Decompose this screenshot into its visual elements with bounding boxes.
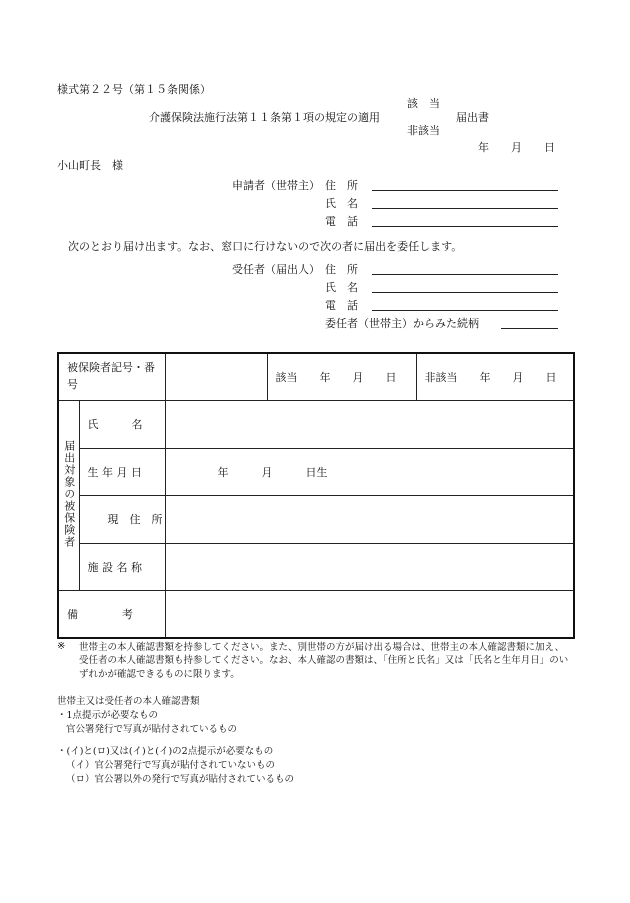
birthdate-value: 年 月 日生 <box>217 465 328 479</box>
facility-label: 施 設 名 称 <box>87 560 142 574</box>
name-field[interactable] <box>165 400 574 448</box>
id-docs-one-item-detail: 官公署発行で写真が貼付されているもの <box>66 724 238 735</box>
insured-number-label <box>58 353 221 400</box>
facility-label-cell <box>79 543 165 590</box>
applicant-name-field[interactable] <box>372 208 558 209</box>
delegate-role: 受任者（届出人） <box>232 263 320 276</box>
id-docs-heading: 世帯主又は受任者の本人確認書類 <box>57 696 200 707</box>
not-applicable-date-text: 非該当 年 月 日 <box>424 370 557 384</box>
applicant-address-field[interactable] <box>372 190 558 191</box>
not-applicable-date-field[interactable] <box>416 353 574 400</box>
delegation-text: 次のとおり届け出ます。なお、窓口に行けないので次の者に届出を委任します。 <box>68 240 463 253</box>
address-label: 現 住 所 <box>107 513 163 526</box>
remarks-label: 備 考 <box>67 607 133 621</box>
delegate-relationship-field[interactable] <box>501 328 558 329</box>
id-docs-two-i: （イ）官公署発行で写真が貼付されていないもの <box>66 760 276 771</box>
name-label: 氏 名 <box>87 418 143 431</box>
address-field[interactable] <box>165 495 574 543</box>
id-docs-two-ro: （ロ）官公署以外の発行で写真が貼付されているもの <box>66 774 295 785</box>
delegate-name-field[interactable] <box>372 292 558 293</box>
title-opt-not-applicable: 非該当 <box>407 124 440 137</box>
remarks-field[interactable] <box>165 590 574 638</box>
insured-number-text: 被保険者記号・番 号 <box>67 361 221 391</box>
name-label-cell <box>79 400 165 448</box>
id-docs-one-item: ・1点提示が必要なもの <box>57 710 159 721</box>
applicant-role: 申請者（世帯主） <box>232 179 320 192</box>
submission-date: 年 月 日 <box>478 141 555 154</box>
applicant-name-label: 氏 名 <box>325 197 358 210</box>
address-label-cell <box>79 495 165 543</box>
applicable-date-text: 該当 年 月 日 <box>275 370 397 384</box>
title-opt-applicable: 該 当 <box>407 97 440 110</box>
id-docs-two-items: ・(イ)と(ロ)又は(イ)と(イ)の2点提示が必要なもの <box>57 746 274 757</box>
group-label: 届出対象の被保険者 <box>62 439 76 548</box>
delegate-name-label: 氏 名 <box>325 281 358 294</box>
birthdate-label-cell <box>79 448 165 495</box>
delegate-address-field[interactable] <box>372 274 558 275</box>
delegate-phone-label: 電 話 <box>325 299 358 312</box>
title-main: 介護保険法施行法第１１条第１項の規定の適用 <box>149 111 380 124</box>
title-suffix: 届出書 <box>456 111 489 124</box>
applicant-phone-field[interactable] <box>372 226 558 227</box>
insured-person-table <box>57 352 575 639</box>
group-label-cell <box>58 400 79 590</box>
delegate-address-label: 住 所 <box>325 263 358 276</box>
facility-field[interactable] <box>165 543 574 590</box>
applicant-address-label: 住 所 <box>325 179 358 192</box>
applicant-phone-label: 電 話 <box>325 215 358 228</box>
addressee: 小山町長 様 <box>57 159 123 172</box>
delegate-relationship-label: 委任者（世帯主）からみた続柄 <box>325 317 479 330</box>
delegate-phone-field[interactable] <box>372 310 558 311</box>
note-mark: ※ <box>57 641 66 652</box>
note-text: 世帯主の本人確認書類を持参してください。また、別世帯の方が届け出る場合は、世帯主の本人確認書類に加え、受任者の本人確認書類も持参してください。なお、本人確認の書類は、「住所と氏名」又は「氏名と生年月日」のいずれかが確認できるものに限ります。 <box>79 642 569 680</box>
birthdate-field[interactable] <box>165 448 574 495</box>
applicable-date-field[interactable] <box>267 353 416 400</box>
birthdate-label: 生 年 月 日 <box>87 465 142 479</box>
remarks-label-cell <box>58 590 165 638</box>
form-number: 様式第２２号（第１５条関係） <box>57 83 211 96</box>
